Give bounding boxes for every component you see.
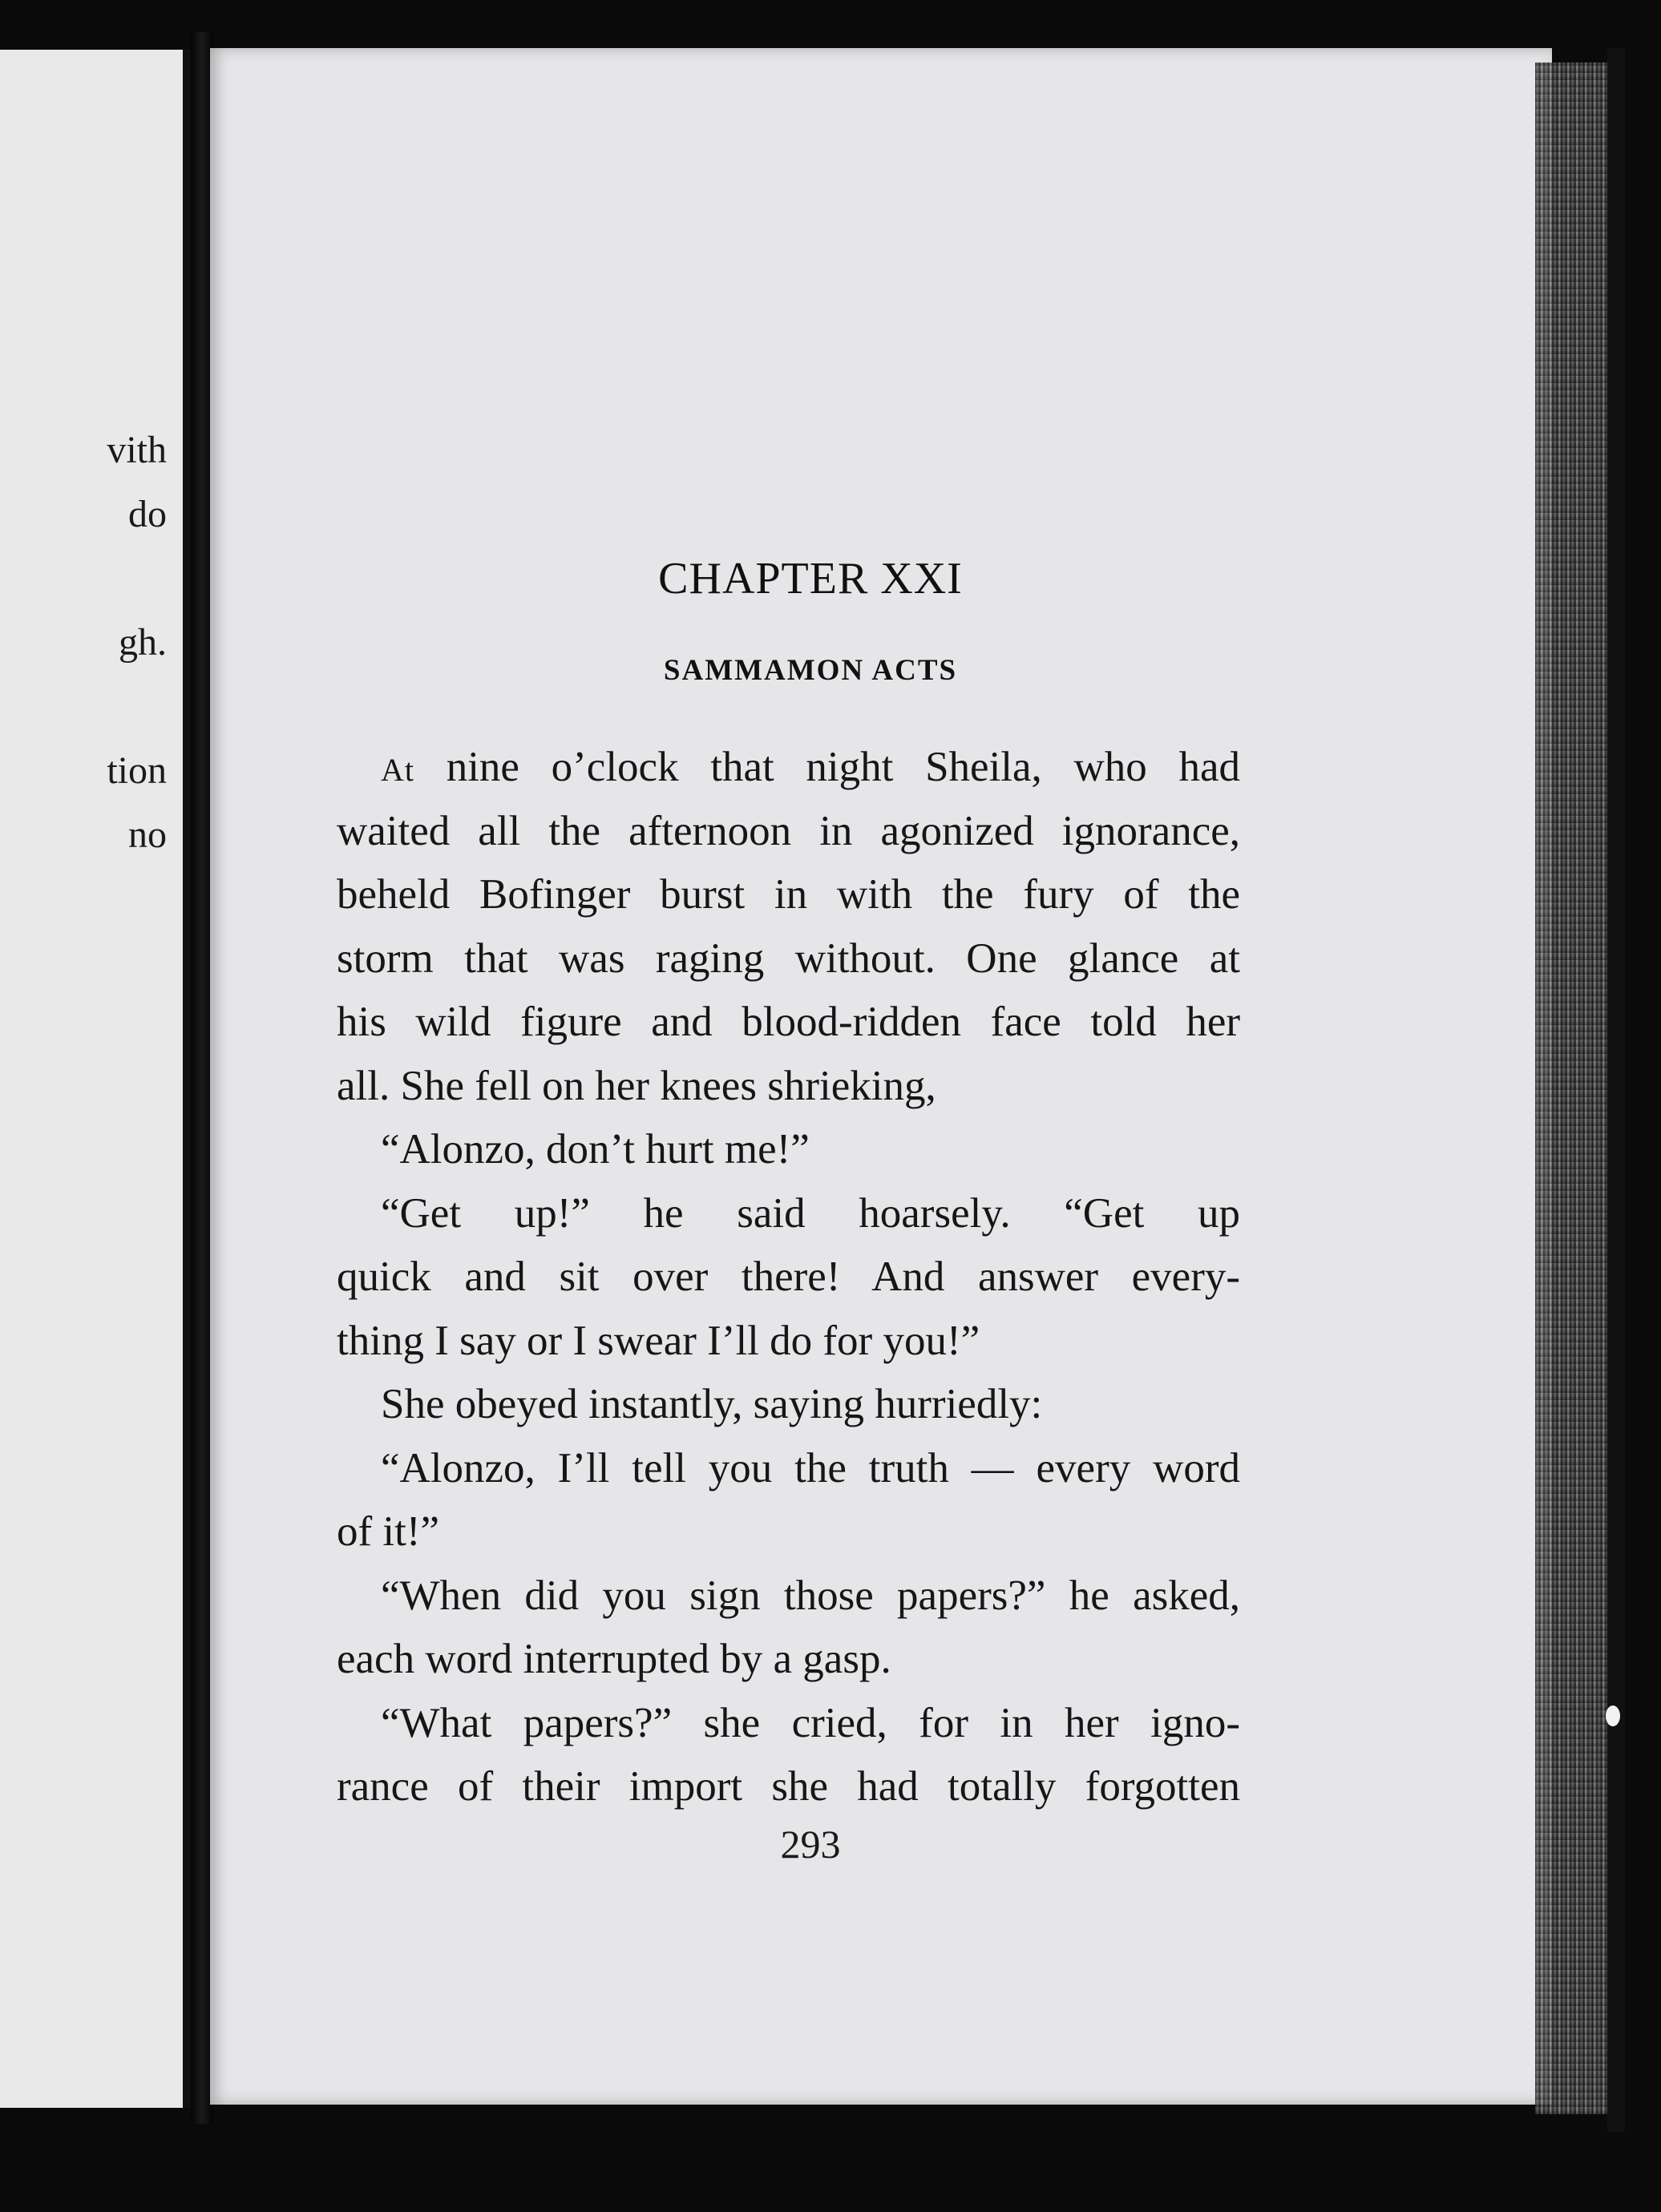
- text-line: each word interrupted by a gasp.: [337, 1636, 891, 1682]
- text-line: “When did you sign those papers?” he asked,: [381, 1572, 1240, 1619]
- page-number-text: 293: [780, 1822, 841, 1867]
- text-line: his wild figure and blood-ridden face told her: [337, 999, 1240, 1045]
- text-line: “What papers?” she cried, for in her igno-: [381, 1699, 1240, 1746]
- left-facing-page: [0, 50, 191, 2108]
- left-page-fragment: no: [128, 813, 167, 856]
- text-line: of it!”: [337, 1508, 440, 1555]
- left-page-fragment: vith: [107, 429, 167, 471]
- text-line: [337, 736, 1240, 800]
- text-line: storm that was raging without. One glance at: [337, 934, 1240, 982]
- text-line: waited all the afternoon in agonized ignorance,: [337, 807, 1240, 854]
- text-line: “Alonzo, I’ll tell you the truth — every word: [381, 1444, 1240, 1491]
- text-line-content: nine o’clock that night Sheila, who had: [414, 744, 1240, 790]
- page-number: [210, 1821, 1552, 1867]
- text-line: “Alonzo, don’t hurt me!”: [381, 1126, 810, 1173]
- scan-speck: [1606, 1705, 1620, 1726]
- text-line: all. She fell on her knees shrieking,: [337, 1062, 936, 1109]
- text-line: “Get up!” he said hoarsely. “Get up: [381, 1189, 1240, 1237]
- body-text: [337, 736, 1240, 1819]
- text-line: She obeyed instantly, saying hurriedly:: [381, 1381, 1043, 1427]
- left-page-fragment: tion: [107, 749, 167, 792]
- text-line: rance of their import she had totally forgotten: [337, 1763, 1240, 1810]
- left-page-fragment: gh.: [119, 621, 167, 664]
- chapter-subtitle: [210, 653, 1552, 688]
- left-page-fragment: do: [128, 493, 167, 535]
- text-line: beheld Bofinger burst in with the fury of the: [337, 871, 1240, 918]
- chapter-title-text: CHAPTER XXI: [658, 554, 963, 603]
- text-line: thing I say or I swear I’ll do for you!”: [337, 1317, 980, 1364]
- text-line: quick and sit over there! And answer every-: [337, 1253, 1240, 1300]
- book-cover-edge: [1607, 48, 1625, 2132]
- page-edges: [1535, 63, 1607, 2114]
- first-word: At: [381, 752, 414, 788]
- chapter-title: [210, 553, 1552, 604]
- chapter-subtitle-text: SAMMAMON ACTS: [663, 654, 958, 687]
